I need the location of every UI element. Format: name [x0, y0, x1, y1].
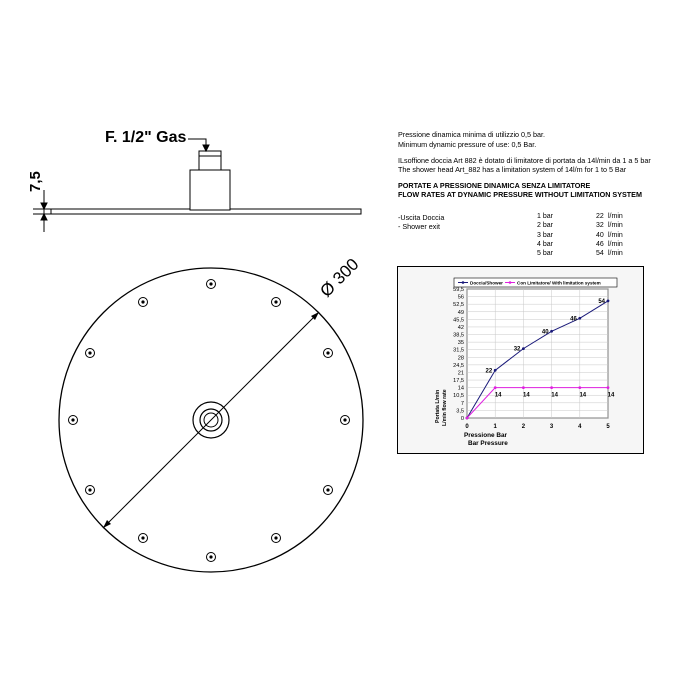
data-label: 14: [551, 392, 558, 399]
data-point: [522, 386, 525, 389]
flow-row-pressure: 4 bar: [537, 240, 553, 248]
flow-row-unit: l/min: [608, 231, 623, 239]
data-point: [607, 300, 610, 303]
data-label: 22: [485, 368, 493, 375]
data-point: [578, 317, 581, 320]
flow-label-it: -Uscita Doccia: [398, 213, 445, 222]
data-point: [607, 386, 610, 389]
mounting-holes: [69, 280, 350, 562]
flow-row-flow: 32: [596, 222, 604, 230]
mounting-hole-center: [71, 418, 74, 421]
y-tick-label: 59,5: [453, 287, 464, 293]
flow-row-flow: 40: [596, 231, 604, 239]
data-label: 40: [541, 329, 549, 336]
y-axis-label-en: L/min flow rate: [442, 389, 448, 426]
flow-row-unit: l/min: [608, 213, 623, 220]
y-tick-label: 28: [457, 355, 464, 362]
flow-row-unit: l/min: [608, 250, 623, 258]
flow-label-en: - Shower exit: [398, 222, 440, 231]
flow-row-pressure: 1 bar: [537, 213, 553, 220]
connector-body: [190, 170, 230, 210]
spec-min-pressure-it: Pressione dinamica minima di utilizzio 0,5 bar.: [398, 130, 546, 139]
y-tick-label: 56: [457, 294, 464, 301]
y-axis-label: Portata L/min: [435, 389, 441, 423]
arrow-head-up: [41, 214, 47, 220]
flow-row-flow: 22: [596, 213, 604, 220]
arrow-head-down: [41, 203, 47, 209]
mounting-hole-center: [274, 300, 277, 303]
y-tick-label: 7: [460, 400, 464, 407]
x-tick-label: 4: [578, 424, 582, 430]
x-tick-label: 3: [549, 424, 554, 430]
spec-limiter-it: ILsoffione doccia Art 882 è dotato di limitatore di portata da 14l/min da 1 a 5 bar: [398, 156, 651, 165]
inlet-arrow-head: [203, 145, 209, 151]
data-point: [494, 369, 497, 372]
data-point: [466, 417, 469, 420]
y-tick-label: 17,5: [453, 378, 464, 385]
y-tick-label: 0: [460, 416, 464, 422]
x-tick-label: 2: [521, 424, 526, 430]
x-tick-label: 5: [606, 424, 610, 430]
height-dimension: 7,5: [27, 171, 44, 192]
mounting-hole-center: [209, 555, 212, 558]
spec-limiter-en: The shower head Art_882 has a limitation system of 14l/m for 1 to 5 Bar: [398, 165, 627, 174]
y-tick-label: 14: [457, 385, 464, 392]
flow-heading-en: FLOW RATES AT DYNAMIC PRESSURE WITHOUT LIMITATION SYSTEM: [398, 190, 642, 199]
flow-row-unit: l/min: [608, 222, 623, 230]
mounting-hole-center: [343, 418, 346, 421]
data-point: [578, 386, 581, 389]
x-tick-label: 1: [493, 424, 497, 430]
y-tick-label: 24,5: [453, 362, 464, 369]
y-tick-label: 10,5: [453, 393, 464, 400]
flow-row-flow: 46: [596, 240, 604, 248]
flow-chart: [397, 266, 644, 454]
plot-area: [467, 289, 608, 418]
chart-legend: [454, 278, 617, 287]
y-tick-label: 52,5: [453, 302, 464, 309]
y-tick-label: 31,5: [453, 347, 464, 354]
data-label: 32: [513, 346, 521, 353]
y-tick-label: 49: [457, 309, 464, 316]
y-tick-label: 21: [457, 370, 464, 377]
connector-nut: [199, 151, 221, 170]
legend-label: Con Limitatore/ With limitation system: [517, 280, 601, 286]
flow-heading-it: PORTATE A PRESSIONE DINAMICA SENZA LIMITATORE: [398, 181, 591, 190]
y-tick-label: 38,5: [453, 332, 464, 339]
side-view: [33, 139, 361, 232]
mounting-hole-center: [274, 536, 277, 539]
top-view: [59, 268, 363, 572]
y-tick-label: 42: [457, 324, 464, 331]
spec-min-pressure-en: Minimum dynamic pressure of use: 0,5 Bar.: [398, 140, 537, 149]
data-label: 54: [598, 298, 605, 305]
mounting-hole-center: [88, 351, 91, 354]
data-label: 14: [607, 392, 615, 399]
x-tick-label: 0: [465, 424, 469, 430]
y-tick-label: 35: [457, 340, 464, 347]
diameter-dimension: Ø 300: [316, 254, 363, 301]
mounting-hole-center: [88, 488, 91, 491]
data-label: 14: [579, 392, 587, 399]
flow-row-pressure: 2 bar: [537, 222, 553, 230]
data-point: [522, 347, 525, 350]
y-tick-label: 3,5: [456, 408, 464, 415]
flow-row-flow: 54: [596, 250, 604, 258]
legend-label: Doccia/Shower: [470, 280, 503, 286]
flow-row-pressure: 5 bar: [537, 250, 553, 258]
mounting-hole-center: [326, 488, 329, 491]
data-point: [550, 386, 553, 389]
x-axis-label: Pressione Bar: [464, 432, 507, 439]
flow-row-pressure: 3 bar: [537, 231, 553, 239]
flow-row-unit: l/min: [608, 240, 623, 248]
legend-marker: [509, 281, 512, 284]
data-point: [550, 330, 553, 333]
data-label: 14: [523, 392, 530, 399]
legend-marker: [462, 281, 465, 284]
data-label: 46: [570, 316, 577, 323]
data-label: 14: [494, 392, 502, 399]
x-axis-label-en: Bar Pressure: [468, 440, 508, 447]
diameter-dim-line: [103, 312, 319, 528]
data-point: [494, 386, 497, 389]
mounting-hole-center: [141, 300, 144, 303]
y-tick-label: 45,5: [453, 317, 464, 324]
mounting-hole-center: [141, 536, 144, 539]
flow-chart-svg: [398, 267, 643, 453]
inlet-label: F. 1/2" Gas: [105, 129, 187, 146]
mounting-hole-center: [326, 351, 329, 354]
mounting-hole-center: [209, 282, 212, 285]
